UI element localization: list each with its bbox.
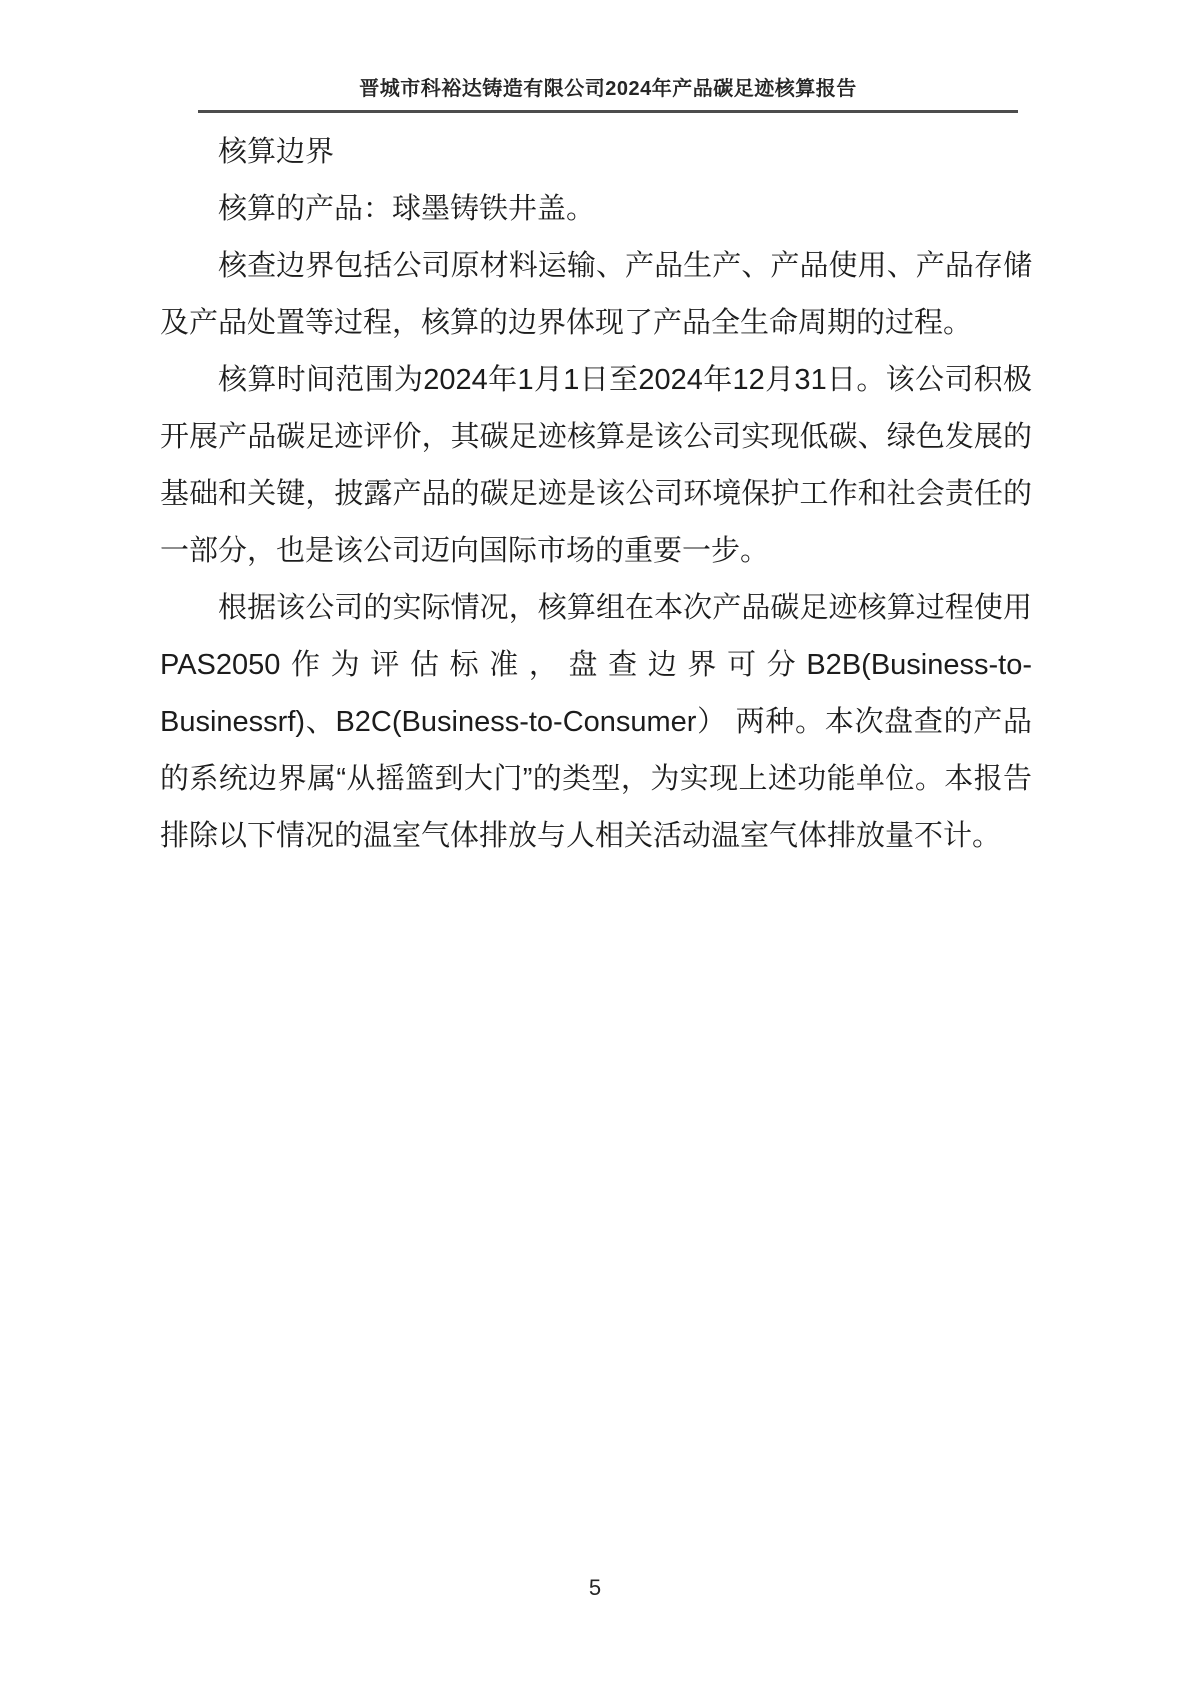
- page-footer: [0, 1575, 1190, 1601]
- document-body: [160, 124, 1032, 865]
- paragraph-accounting-period: 核算时间范围为2024年1月1日至2024年12月31日。该公司积极开展产品碳足迹评价，其碳足迹核算是该公司实现低碳、绿色发展的基础和关键，披露产品的碳足迹是该公司环境保护工作和社会责任的一部分，也是该公司迈向国际市场的重要一步。: [160, 364, 1032, 567]
- report-header-title: 晋城市科裕达铸造有限公司2024年产品碳足迹核算报告: [359, 78, 857, 100]
- page-number: 5: [588, 1575, 602, 1600]
- paragraph-accounted-product: 核算的产品：球墨铸铁井盖。: [218, 193, 596, 225]
- page-header: [198, 72, 1018, 113]
- paragraph-verification-boundary: 核查边界包括公司原材料运输、产品生产、产品使用、产品存储及产品处置等过程，核算的边界体现了产品全生命周期的过程。: [160, 250, 1032, 339]
- section-heading: 核算边界: [218, 136, 335, 168]
- paragraph-standard-and-boundary: 根据该公司的实际情况，核算组在本次产品碳足迹核算过程使用PAS2050作为评估标准，盘查边界可分B2B(Business-to-Businessrf)、B2C(Business-to-Consumer） 两种。本次盘查的产品的系统边界属“从摇篮到大门”的类型，为实现上述功能单位。本报告排除以下情况的温室气体排放与人相关活动温室气体排放量不计。: [160, 592, 1032, 852]
